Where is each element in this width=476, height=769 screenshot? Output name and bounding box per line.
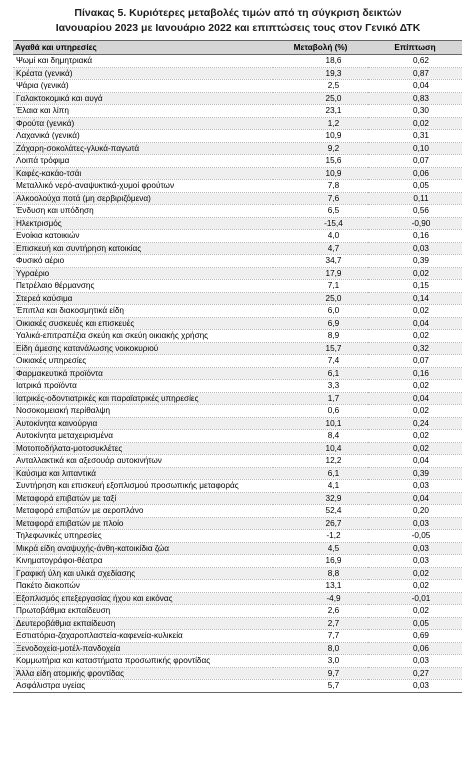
header-goods-services: Αγαθά και υπηρεσίες (13, 41, 273, 55)
row-change-cell: 7,8 (273, 180, 368, 193)
row-name-cell: Νοσοκομειακή περίθαλψη (13, 405, 273, 418)
row-name-cell: Πρωτοβάθμια εκπαίδευση (13, 605, 273, 618)
row-change-cell: 10,9 (273, 130, 368, 143)
table-row (13, 567, 462, 580)
row-name-cell: Μεταλλικό νερό-αναψυκτικά-χυμοί φρούτων (13, 180, 273, 193)
row-change-cell: 7,1 (273, 280, 368, 293)
row-name-cell: Ανταλλακτικά και αξεσουάρ αυτοκινήτων (13, 455, 273, 468)
table-row (13, 117, 462, 130)
row-impact-cell: 0,10 (368, 142, 462, 155)
table-row (13, 217, 462, 230)
row-change-cell: 5,7 (273, 680, 368, 693)
row-name-cell: Κρέατα (γενικά) (13, 67, 273, 80)
row-name-cell: Έπιπλα και διακοσμητικά είδη (13, 305, 273, 318)
table-row (13, 530, 462, 543)
row-change-cell: 6,0 (273, 305, 368, 318)
row-name-cell: Ένδυση και υπόδηση (13, 205, 273, 218)
row-change-cell: 2,7 (273, 617, 368, 630)
row-name-cell: Μεταφορά επιβατών με αεροπλάνο (13, 505, 273, 518)
table-row (13, 505, 462, 518)
row-change-cell: 10,1 (273, 417, 368, 430)
row-name-cell: Δευτεροβάθμια εκπαίδευση (13, 617, 273, 630)
row-impact-cell: -0,05 (368, 530, 462, 543)
table-row (13, 355, 462, 368)
table-row (13, 655, 462, 668)
table-row (13, 155, 462, 168)
row-impact-cell: 0,07 (368, 155, 462, 168)
row-impact-cell: 0,02 (368, 117, 462, 130)
row-impact-cell: 0,05 (368, 617, 462, 630)
row-change-cell: 2,6 (273, 605, 368, 618)
row-impact-cell: 0,03 (368, 680, 462, 693)
table-row (13, 467, 462, 480)
row-name-cell: Τηλεφωνικές υπηρεσίες (13, 530, 273, 543)
row-name-cell: Μικρά είδη αναψυχής-άνθη-κατοικίδια ζώα (13, 542, 273, 555)
row-name-cell: Γαλακτοκομικά και αυγά (13, 92, 273, 105)
table-row (13, 242, 462, 255)
row-name-cell: Εστιατόρια-ζαχαροπλαστεία-καφενεία-κυλικεία (13, 630, 273, 643)
row-impact-cell: 0,15 (368, 280, 462, 293)
table-row (13, 405, 462, 418)
row-impact-cell: 0,02 (368, 430, 462, 443)
row-change-cell: 4,0 (273, 230, 368, 243)
table-row (13, 67, 462, 80)
table-row (13, 230, 462, 243)
row-name-cell: Μεταφορά επιβατών με πλοίο (13, 517, 273, 530)
row-change-cell: 6,5 (273, 205, 368, 218)
row-change-cell: 6,1 (273, 367, 368, 380)
row-name-cell: Υγραέριο (13, 267, 273, 280)
row-name-cell: Ψωμί και δημητριακά (13, 55, 273, 68)
row-impact-cell: 0,16 (368, 367, 462, 380)
row-name-cell: Μεταφορά επιβατών με ταξί (13, 492, 273, 505)
row-impact-cell: 0,02 (368, 442, 462, 455)
row-name-cell: Λαχανικά (γενικά) (13, 130, 273, 143)
row-name-cell: Φαρμακευτικά προϊόντα (13, 367, 273, 380)
table-row (13, 105, 462, 118)
row-impact-cell: 0,06 (368, 167, 462, 180)
table-row (13, 580, 462, 593)
table-row (13, 267, 462, 280)
row-name-cell: Ενοίκια κατοικιών (13, 230, 273, 243)
table-row (13, 142, 462, 155)
table-row (13, 317, 462, 330)
row-name-cell: Γραφική ύλη και υλικά σχεδίασης (13, 567, 273, 580)
table-row (13, 205, 462, 218)
row-name-cell: Καφές-κακάο-τσάι (13, 167, 273, 180)
row-change-cell: 8,9 (273, 330, 368, 343)
row-change-cell: 15,6 (273, 155, 368, 168)
row-change-cell: 7,6 (273, 192, 368, 205)
row-name-cell: Πετρέλαιο θέρμανσης (13, 280, 273, 293)
row-change-cell: 4,5 (273, 542, 368, 555)
price-changes-table (13, 40, 462, 693)
row-impact-cell: 0,02 (368, 267, 462, 280)
row-impact-cell: 0,24 (368, 417, 462, 430)
row-change-cell: 18,6 (273, 55, 368, 68)
table-row (13, 292, 462, 305)
row-change-cell: -4,9 (273, 592, 368, 605)
table-row (13, 380, 462, 393)
row-impact-cell: 0,02 (368, 330, 462, 343)
table-row (13, 80, 462, 93)
table-row (13, 680, 462, 693)
row-name-cell: Εξοπλισμός επεξεργασίας ήχου και εικόνας (13, 592, 273, 605)
row-impact-cell: 0,87 (368, 67, 462, 80)
table-row (13, 430, 462, 443)
row-change-cell: 26,7 (273, 517, 368, 530)
row-name-cell: Υαλικά-επιτραπέζια σκεύη και σκεύη οικιακής χρήσης (13, 330, 273, 343)
table-row (13, 342, 462, 355)
row-impact-cell: 0,02 (368, 380, 462, 393)
table-row (13, 280, 462, 293)
table-row (13, 180, 462, 193)
table-row (13, 330, 462, 343)
table-row (13, 367, 462, 380)
row-change-cell: 23,1 (273, 105, 368, 118)
row-name-cell: Καύσιμα και λιπαντικά (13, 467, 273, 480)
row-impact-cell: 0,03 (368, 655, 462, 668)
table-header-row (13, 41, 462, 55)
row-change-cell: 25,0 (273, 92, 368, 105)
table-row (13, 517, 462, 530)
row-change-cell: 9,7 (273, 667, 368, 680)
header-impact: Επίπτωση (368, 41, 462, 55)
row-change-cell: 52,4 (273, 505, 368, 518)
row-change-cell: 7,4 (273, 355, 368, 368)
row-change-cell: 10,4 (273, 442, 368, 455)
row-change-cell: 12,2 (273, 455, 368, 468)
row-impact-cell: 0,04 (368, 392, 462, 405)
row-name-cell: Αυτοκίνητα μεταχειρισμένα (13, 430, 273, 443)
row-name-cell: Επισκευή και συντήρηση κατοικίας (13, 242, 273, 255)
caption-line-2: Ιανουαρίου 2023 με Ιανουάριο 2022 και επιπτώσεις τους στον Γενικό ΔΤΚ (55, 22, 421, 34)
row-impact-cell: 0,02 (368, 405, 462, 418)
row-change-cell: 3,0 (273, 655, 368, 668)
row-change-cell: 32,9 (273, 492, 368, 505)
row-change-cell: 6,1 (273, 467, 368, 480)
table-body (13, 55, 462, 693)
row-name-cell: Οικιακές υπηρεσίες (13, 355, 273, 368)
row-name-cell: Είδη άμεσης κατανάλωσης νοικοκυριού (13, 342, 273, 355)
table-row (13, 55, 462, 68)
row-name-cell: Κινηματογράφοι-θέατρα (13, 555, 273, 568)
row-impact-cell: 0,07 (368, 355, 462, 368)
row-change-cell: 9,2 (273, 142, 368, 155)
row-change-cell: 17,9 (273, 267, 368, 280)
table-row (13, 442, 462, 455)
row-impact-cell: 0,03 (368, 555, 462, 568)
row-name-cell: Οικιακές συσκευές και επισκευές (13, 317, 273, 330)
row-change-cell: 2,5 (273, 80, 368, 93)
table-row (13, 167, 462, 180)
row-change-cell: 34,7 (273, 255, 368, 268)
row-name-cell: Συντήρηση και επισκευή εξοπλισμού προσωπικής μεταφοράς (13, 480, 273, 493)
row-impact-cell: 0,02 (368, 605, 462, 618)
row-impact-cell: 0,11 (368, 192, 462, 205)
row-impact-cell: 0,20 (368, 505, 462, 518)
row-name-cell: Έλαια και λίπη (13, 105, 273, 118)
row-change-cell: 8,0 (273, 642, 368, 655)
row-name-cell: Ξενοδοχεία-μοτέλ-πανδοχεία (13, 642, 273, 655)
row-name-cell: Κομμωτήρια και καταστήματα προσωπικής φροντίδας (13, 655, 273, 668)
row-change-cell: 13,1 (273, 580, 368, 593)
row-impact-cell: 0,16 (368, 230, 462, 243)
row-impact-cell: 0,04 (368, 80, 462, 93)
table-row (13, 305, 462, 318)
row-impact-cell: 0,14 (368, 292, 462, 305)
row-name-cell: Μοτοποδήλατα-μοτοσυκλέτες (13, 442, 273, 455)
row-name-cell: Άλλα είδη ατομικής φροντίδας (13, 667, 273, 680)
row-name-cell: Αυτοκίνητα καινούργια (13, 417, 273, 430)
table-row (13, 492, 462, 505)
table-row (13, 630, 462, 643)
row-impact-cell: 0,56 (368, 205, 462, 218)
row-name-cell: Στερεά καύσιμα (13, 292, 273, 305)
row-name-cell: Ψάρια (γενικά) (13, 80, 273, 93)
row-impact-cell: -0,90 (368, 217, 462, 230)
table-caption (0, 6, 476, 36)
row-name-cell: Αλκοολούχα ποτά (μη σερβιριζόμενα) (13, 192, 273, 205)
table-row (13, 417, 462, 430)
row-change-cell: -15,4 (273, 217, 368, 230)
row-name-cell: Πακέτο διακοπών (13, 580, 273, 593)
row-change-cell: 1,7 (273, 392, 368, 405)
row-change-cell: 25,0 (273, 292, 368, 305)
row-impact-cell: 0,04 (368, 317, 462, 330)
header-change-percent: Μεταβολή (%) (273, 41, 368, 55)
table-row (13, 480, 462, 493)
row-change-cell: -1,2 (273, 530, 368, 543)
row-impact-cell: 0,02 (368, 580, 462, 593)
row-name-cell: Ιατρικές-οδοντιατρικές και παραϊατρικές υπηρεσίες (13, 392, 273, 405)
row-impact-cell: 0,39 (368, 467, 462, 480)
caption-line-1: Πίνακας 5. Κυριότερες μεταβολές τιμών από τη σύγκριση δεικτών (74, 7, 402, 19)
table-row (13, 92, 462, 105)
row-impact-cell: 0,03 (368, 542, 462, 555)
table-row (13, 592, 462, 605)
row-name-cell: Ηλεκτρισμός (13, 217, 273, 230)
row-impact-cell: 0,39 (368, 255, 462, 268)
table-row (13, 605, 462, 618)
row-change-cell: 4,7 (273, 242, 368, 255)
row-impact-cell: 0,03 (368, 242, 462, 255)
row-impact-cell: 0,04 (368, 455, 462, 468)
row-impact-cell: 0,03 (368, 480, 462, 493)
table-row (13, 642, 462, 655)
row-impact-cell: 0,32 (368, 342, 462, 355)
row-change-cell: 8,4 (273, 430, 368, 443)
row-change-cell: 4,1 (273, 480, 368, 493)
row-impact-cell: 0,27 (368, 667, 462, 680)
row-impact-cell: 0,05 (368, 180, 462, 193)
row-change-cell: 6,9 (273, 317, 368, 330)
table-row (13, 255, 462, 268)
table-row (13, 130, 462, 143)
row-impact-cell: 0,04 (368, 492, 462, 505)
row-change-cell: 16,9 (273, 555, 368, 568)
table-row (13, 392, 462, 405)
table-row (13, 192, 462, 205)
table-row (13, 555, 462, 568)
row-change-cell: 8,8 (273, 567, 368, 580)
table-row (13, 542, 462, 555)
row-impact-cell: 0,03 (368, 517, 462, 530)
row-impact-cell: 0,69 (368, 630, 462, 643)
row-change-cell: 10,9 (273, 167, 368, 180)
row-name-cell: Ασφάλιστρα υγείας (13, 680, 273, 693)
row-impact-cell: -0,01 (368, 592, 462, 605)
row-name-cell: Ιατρικά προϊόντα (13, 380, 273, 393)
row-change-cell: 19,3 (273, 67, 368, 80)
row-name-cell: Ζάχαρη-σοκολάτες-γλυκά-παγωτά (13, 142, 273, 155)
row-change-cell: 15,7 (273, 342, 368, 355)
table-row (13, 455, 462, 468)
row-impact-cell: 0,02 (368, 567, 462, 580)
row-impact-cell: 0,02 (368, 305, 462, 318)
row-impact-cell: 0,83 (368, 92, 462, 105)
row-impact-cell: 0,30 (368, 105, 462, 118)
row-name-cell: Φυσικό αέριο (13, 255, 273, 268)
table-row (13, 617, 462, 630)
row-impact-cell: 0,31 (368, 130, 462, 143)
row-change-cell: 3,3 (273, 380, 368, 393)
row-impact-cell: 0,62 (368, 55, 462, 68)
row-impact-cell: 0,06 (368, 642, 462, 655)
row-change-cell: 1,2 (273, 117, 368, 130)
row-change-cell: 7,7 (273, 630, 368, 643)
table-row (13, 667, 462, 680)
row-name-cell: Φρούτα (γενικά) (13, 117, 273, 130)
row-name-cell: Λοιπά τρόφιμα (13, 155, 273, 168)
row-change-cell: 0,6 (273, 405, 368, 418)
